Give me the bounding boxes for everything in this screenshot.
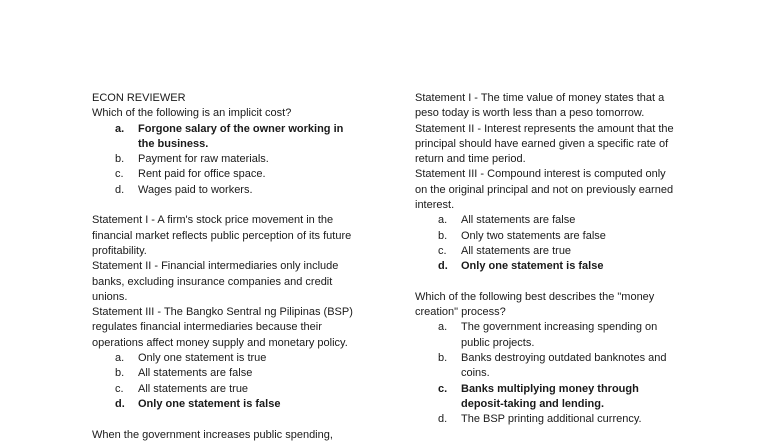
question-money-creation: Which of the following best describes the "money creation" process? [415,290,655,319]
statement-i: Statement I - A firm's stock price movement in the financial market reflects public perception of its future profitability. [92,214,352,257]
option-text: Payment for raw materials. [138,153,269,166]
answer-option [438,412,715,427]
option-letter: d. [438,413,448,426]
option-text: Wages paid to workers. [138,183,253,196]
statement-iii: Statement III - Compound interest is computed only on the original principal and not on previously earned interest. [415,168,674,212]
statement-iii: Statement III - The Bangko Sentral ng Pilipinas (BSP) regulates financial intermediaries because their operations affect money supply and monetary policy. [92,306,353,349]
option-text: Banks destroying outdated banknotes and coins. [461,352,667,380]
option-letter: d. [115,183,125,196]
option-letter: b. [115,153,125,166]
options-financial-statements [92,351,372,412]
answer-option [438,382,715,413]
answer-option [438,259,715,274]
answer-option [115,397,372,412]
statement-i: Statement I - The time value of money states that a peso today is worth less than a peso tomorrow. [415,92,665,120]
option-text: Only one statement is false [138,397,281,410]
answer-option [438,320,715,351]
option-letter: a. [115,122,125,135]
answer-option [438,213,715,228]
option-text: The government increasing spending on public projects. [461,321,658,349]
option-text: Only one statement is true [138,352,267,365]
answer-option [438,229,715,244]
answer-option [438,351,715,382]
question-implicit-cost: Which of the following is an implicit cost? [92,107,292,120]
option-text: All statements are false [138,367,253,380]
option-text: All statements are false [461,214,576,227]
option-letter: b. [438,229,448,242]
option-letter: d. [115,397,125,410]
option-text: Only one statement is false [461,260,604,273]
left-column [92,91,372,443]
answer-option [115,382,372,397]
option-letter: a. [438,321,448,334]
option-letter: a. [438,214,448,227]
spacer [415,275,715,290]
options-interest-statements [415,213,715,274]
answer-option [115,366,372,381]
option-text: The BSP printing additional currency. [461,413,642,426]
statement-ii: Statement II - Interest represents the amount that the principal should have earned given a specific rate of return and time period. [415,122,674,166]
answer-option [115,183,372,198]
option-letter: c. [115,382,124,395]
answer-option [115,167,372,182]
options-money-creation [415,320,715,427]
spacer [92,412,372,427]
answer-option [438,244,715,259]
right-column [415,91,715,428]
option-text: Rent paid for office space. [138,168,266,181]
spacer [92,198,372,213]
options-implicit-cost [92,122,372,198]
option-text: All statements are true [461,244,572,257]
option-letter: b. [438,352,448,365]
option-letter: c. [438,244,447,257]
option-letter: a. [115,352,125,365]
option-letter: b. [115,367,125,380]
option-text: All statements are true [138,382,249,395]
document-title: ECON REVIEWER [92,92,186,104]
option-text: Only two statements are false [461,229,606,242]
option-letter: c. [115,168,124,181]
statement-ii: Statement II - Financial intermediaries only include banks, excluding insurance companies and credit unions. [92,260,339,303]
option-letter: c. [438,382,448,395]
answer-option [115,351,372,366]
option-letter: d. [438,260,448,273]
option-text: Forgone salary of the owner working in the business. [138,122,344,150]
question-government-spending: When the government increases public spending, [92,428,333,441]
answer-option [115,152,372,167]
option-text: Banks multiplying money through deposit-taking and lending. [461,382,639,410]
answer-option [115,122,372,153]
